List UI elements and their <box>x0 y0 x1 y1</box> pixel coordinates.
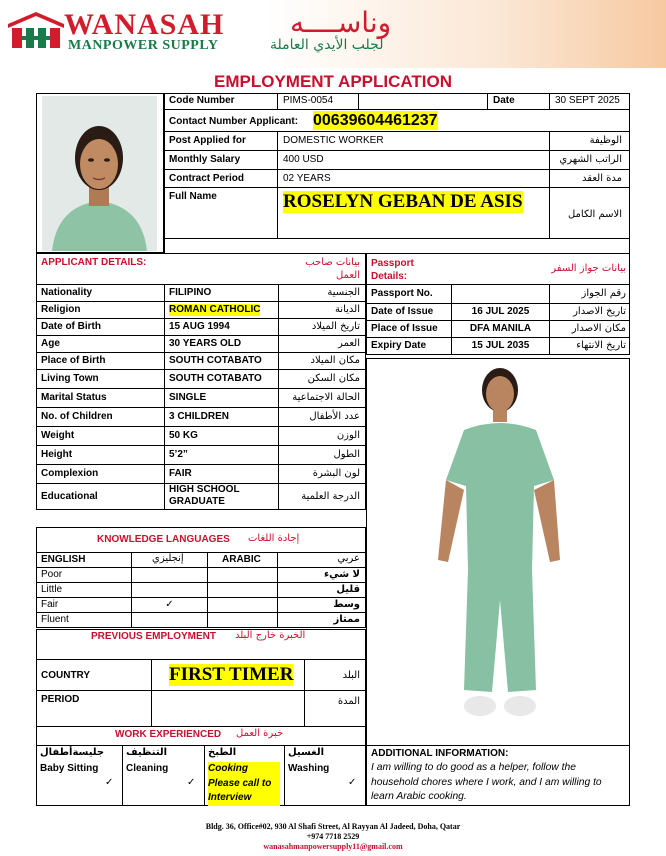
applicant-label-arabic: الدرجة العلمية <box>301 490 360 502</box>
applicant-value: 30 YEARS OLD <box>169 338 242 349</box>
applicant-value: 5’2” <box>169 449 188 460</box>
applicant-label-arabic: الديانة <box>334 304 360 315</box>
work-experience-heading: WORK EXPERIENCED <box>115 729 222 740</box>
passport-label-arabic: تاريخ الاصدار <box>573 306 626 317</box>
applicant-label-arabic: الحالة الاجتماعية <box>292 392 360 403</box>
applicant-label: No. of Children <box>41 411 113 422</box>
monthly-salary-label: Monthly Salary <box>169 154 241 165</box>
applicant-value: ROMAN CATHOLIC <box>169 304 261 315</box>
company-name: WANASAH <box>64 8 225 41</box>
applicant-label: Complexion <box>41 468 99 479</box>
date-value: 30 SEPT 2025 <box>555 95 620 106</box>
passport-details-heading: Passport Details: <box>371 258 414 282</box>
footer-email: wanasahmanpowersupply11@gmail.com <box>263 842 403 851</box>
work-item-arabic: جليسةأطفال <box>40 747 105 758</box>
applicant-value: 15 AUG 1994 <box>169 321 230 332</box>
passport-label-arabic: تاريخ الانتهاء <box>576 340 626 351</box>
contract-period-value: 02 YEARS <box>283 173 331 184</box>
country-label: COUNTRY <box>41 670 91 681</box>
applicant-label-arabic: عدد الأطفال <box>309 411 360 422</box>
post-applied-arabic: الوظيفة <box>589 135 622 146</box>
language-level-label: Poor <box>41 569 63 580</box>
work-item-arabic: الغسيل <box>288 747 325 758</box>
applicant-label: Age <box>41 338 60 349</box>
applicant-full-body-photo <box>368 360 628 744</box>
country-arabic: البلد <box>342 670 360 681</box>
applicant-label: Date of Birth <box>41 321 101 332</box>
applicant-details-heading: APPLICANT DETAILS: <box>41 257 147 268</box>
applicant-value: SOUTH COTABATO <box>169 373 262 384</box>
languages-heading: KNOWLEDGE LANGUAGES <box>97 534 230 545</box>
passport-label: Place of Issue <box>371 323 438 334</box>
additional-info-text: I am willing to do good as a helper, follow the household chores where I work, and I am willing to learn Arabic cooking. <box>371 762 602 802</box>
passport-label: Passport No. <box>371 288 433 299</box>
passport-value: 16 JUL 2025 <box>471 306 530 317</box>
applicant-label-arabic: الوزن <box>336 430 360 441</box>
full-name-label: Full Name <box>169 191 217 202</box>
applicant-label: Religion <box>41 304 81 315</box>
applicant-label: Living Town <box>41 373 99 384</box>
applicant-value: 3 CHILDREN <box>169 411 230 422</box>
code-number-value: PIMS-0054 <box>283 95 334 106</box>
applicant-value: SOUTH COTABATO <box>169 355 262 366</box>
work-item-arabic: الطبخ <box>208 747 237 758</box>
work-item-arabic: التنظيف <box>126 747 168 758</box>
applicant-value: HIGH SCHOOL GRADUATE <box>169 484 240 507</box>
post-applied-value: DOMESTIC WORKER <box>283 135 384 146</box>
post-applied-label: Post Applied for <box>169 135 246 146</box>
languages-heading-arabic: إجادة اللغات <box>248 533 300 544</box>
applicant-label: Nationality <box>41 287 93 298</box>
passport-label: Date of Issue <box>371 306 434 317</box>
monthly-salary-value: 400 USD <box>283 154 324 165</box>
language-level-arabic: ممتاز <box>333 614 360 625</box>
applicant-label-arabic: تاريخ الميلاد <box>311 321 360 332</box>
work-item-check: ✓ <box>187 777 196 788</box>
footer-address: Bldg. 36, Office#02, 930 Al Shafi Street, Al Rayyan Al Jadeed, Doha, Qatar <box>205 822 461 831</box>
company-subtitle-arabic: لجلب الأيدي العاملة <box>270 37 384 53</box>
passport-value: 15 JUL 2035 <box>471 340 530 351</box>
arabic-label: ARABIC <box>222 554 261 565</box>
passport-label-arabic: رقم الجواز <box>581 288 626 299</box>
contact-number-label: Contact Number Applicant: <box>169 116 299 127</box>
applicant-value: SINGLE <box>169 392 207 403</box>
applicant-label-arabic: مكان السكن <box>307 373 360 384</box>
applicant-label: Weight <box>41 430 75 441</box>
language-level-arabic: وسط <box>333 599 360 610</box>
applicant-label: Height <box>41 449 73 460</box>
company-subtitle: MANPOWER SUPPLY <box>68 38 219 53</box>
arabic-label-arabic: عربي <box>337 553 360 564</box>
full-name-arabic: الاسم الكامل <box>567 209 622 220</box>
additional-info-heading: ADDITIONAL INFORMATION: <box>371 748 509 759</box>
applicant-label-arabic: الطول <box>333 449 360 460</box>
passport-label-arabic: مكان الاصدار <box>571 323 626 334</box>
work-item-label: Cleaning <box>126 763 169 774</box>
applicant-label: Marital Status <box>41 392 107 403</box>
contract-period-arabic: مدة العقد <box>582 173 622 184</box>
applicant-value: FILIPINO <box>169 287 212 298</box>
applicant-value: FAIR <box>169 468 192 479</box>
applicant-label: Place of Birth <box>41 355 106 366</box>
language-level-label: Little <box>41 584 63 595</box>
passport-details-heading-arabic: بيانات جواز السفر <box>551 263 626 274</box>
contact-number-value: 00639604461237 <box>313 112 438 129</box>
company-name-arabic: وناســــه <box>290 6 392 39</box>
period-label: PERIOD <box>41 694 80 705</box>
applicant-label-arabic: مكان الميلاد <box>310 355 360 366</box>
contract-period-label: Contract Period <box>169 173 245 184</box>
work-experience-heading-arabic: خبرة العمل <box>236 728 284 739</box>
applicant-value: 50 KG <box>169 430 198 441</box>
applicant-label: Educational <box>41 490 98 502</box>
period-arabic: المدة <box>337 696 360 707</box>
letterhead <box>0 0 666 68</box>
work-item-label: Washing <box>288 763 330 774</box>
work-item-label: Baby Sitting <box>40 763 99 774</box>
english-label-arabic: إنجليزي <box>152 553 184 564</box>
english-level-check: ✓ <box>165 599 174 610</box>
language-level-arabic: قليل <box>336 584 360 595</box>
passport-label: Expiry Date <box>371 340 427 351</box>
code-number-label: Code Number <box>169 95 235 106</box>
previous-employment-heading-arabic: الخبرة خارج البلد <box>235 630 306 641</box>
country-value: FIRST TIMER <box>169 664 294 685</box>
applicant-details-heading-arabic: بيانات صاحب العمل <box>305 257 360 281</box>
applicant-headshot <box>42 96 157 251</box>
work-item-label: Cooking Please call to Interview <box>208 762 280 806</box>
page-title: EMPLOYMENT APPLICATION <box>214 72 452 91</box>
passport-value: DFA MANILA <box>469 323 532 334</box>
applicant-label-arabic: العمر <box>338 338 360 349</box>
applicant-label-arabic: الجنسية <box>327 287 360 298</box>
language-level-label: Fair <box>41 599 59 610</box>
work-item-check: ✓ <box>348 777 357 788</box>
previous-employment-heading: PREVIOUS EMPLOYMENT <box>91 631 217 642</box>
applicant-label-arabic: لون البشرة <box>312 468 360 479</box>
full-name-value: ROSELYN GEBAN DE ASIS <box>283 191 523 212</box>
language-level-label: Fluent <box>41 614 69 625</box>
language-level-arabic: لا شيء <box>324 569 360 580</box>
footer-phone: +974 7718 2529 <box>306 832 360 841</box>
english-label: ENGLISH <box>41 554 86 565</box>
work-item-check: ✓ <box>105 777 114 788</box>
company-logo-icon <box>8 10 64 50</box>
date-label: Date <box>493 95 515 106</box>
monthly-salary-arabic: الراتب الشهري <box>559 154 622 165</box>
